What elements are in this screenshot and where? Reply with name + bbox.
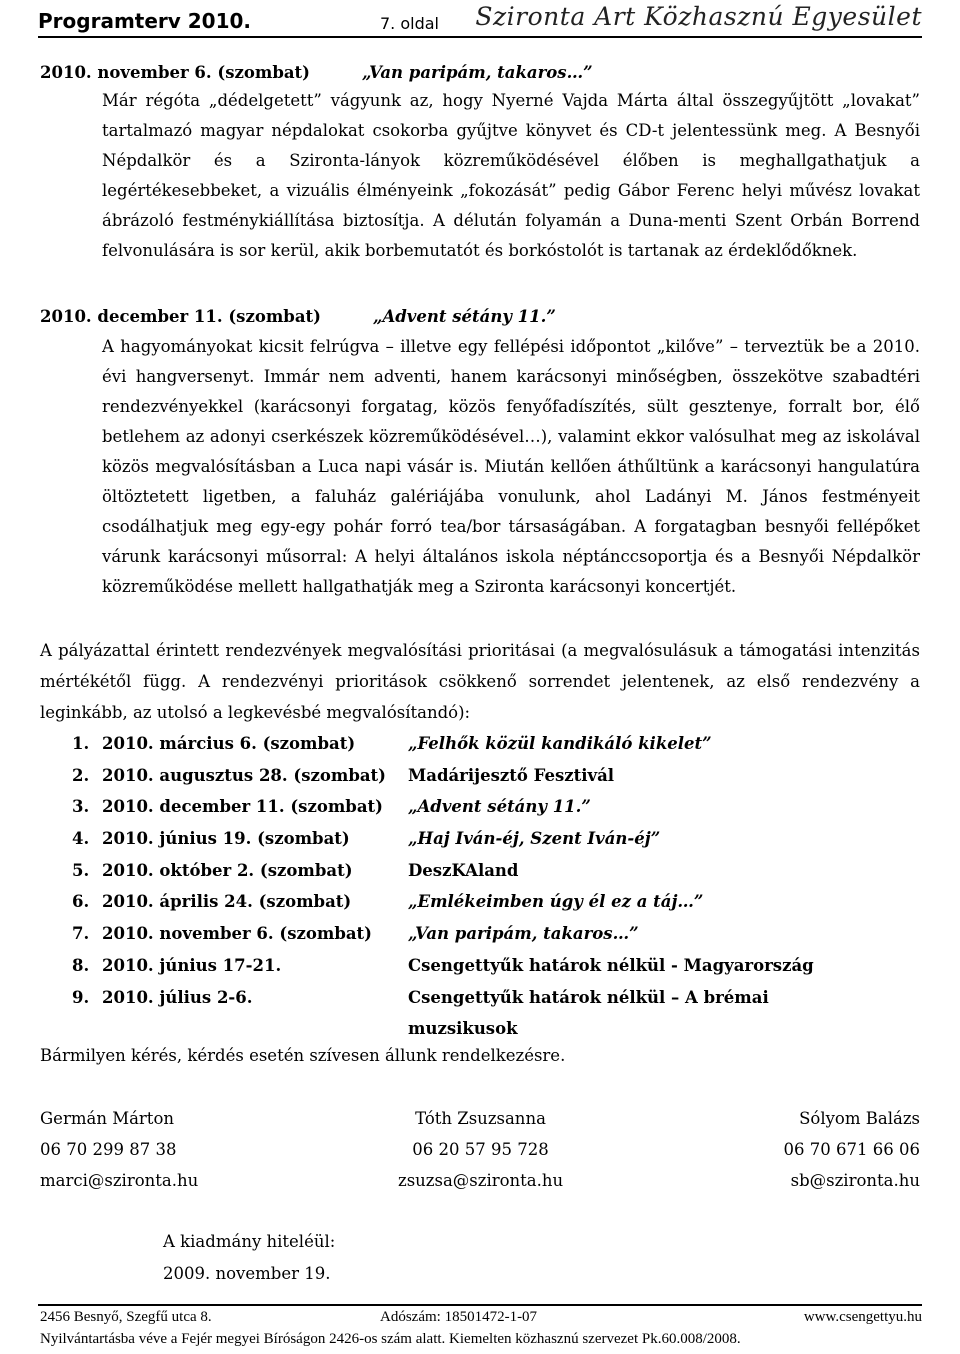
event-november-heading [40,58,593,88]
footer-tax-number: Adószám: 18501472-1-07 [380,1309,538,1325]
contact-toth-zsuzsanna [398,1103,563,1196]
organization-name: Szironta Art Közhasznú Egyesület [475,2,922,31]
authentication-note [163,1226,335,1290]
list-item: 2. 2010. augusztus 28. (szombat) Madárijesztő Fesztivál [72,765,615,785]
list-item: 6. 2010. április 24. (szombat) „Emlékeimben úgy él ez a táj…” [72,892,704,912]
event-december-description: A hagyományokat kicsit felrúgva – illetve egy fellépési időpontot „kilőve” – terveztük be a 2010. évi hangversenyt. Immár nem adventi, hanem karácsonyi minőségben, összekötve szabadtéri rendezvényekkel (karácsonyi forgatag, közös fenyőfadíszítés, sült gesztenye, forralt bor, élő betlehem az adonyi cserkészek közreműködésével…), valamint ekkor valósulhat meg az iskolával közös megvalósításban a Luca napi vásár is. Miután kellően áthűltünk a karácsonyi hangulatúra öltöztetett ligetben, a faluház galériájába vonulunk, ahol Ladányi M. János festményeit csodálhatjuk meg egy-egy pohár forró tea/bor társaságában. A forgatagban besnyői fellépőket várunk karácsonyi műsorral: A helyi általános iskola néptánccsoportja és a Besnyői Népdalkör közreműködése mellett hallgathatják meg a Szironta karácsonyi koncertjét. [102,337,920,596]
contact-german-marton [40,1103,198,1196]
footer-registry: Nyilvántartásba véve a Fejér megyei Bíróságon 2426-os szám alatt. Kiemelten közhasznú szervezet Pk.60.008/2008. [40,1331,741,1347]
priorities-intro: A pályázattal érintett rendezvények megvalósítási prioritásai (a megvalósulásuk a támogatási intenzitás mértékétől függ. A rendezvényi prioritások csökkenő sorrendet jelentenek, az első rendezvény a leginkább, az utolsó a legkevésbé megvalósítandó): [40,641,920,722]
contact-name: Germán Márton [40,1109,174,1128]
contact-phone: 06 70 671 66 06 [783,1140,920,1159]
contact-name: Sólyom Balázs [799,1109,920,1128]
priority-list [72,728,872,1039]
event-title: „Advent sétány 11.” [372,307,556,326]
event-november-description: Már régóta „dédelgetett” vágyunk az, hogy Nyerné Vajda Márta által összegyűjtött „lovakat” tartalmazó magyar népdalokat csokorba gyűjtve könyvet és CD-t jelentessünk meg. A Besnyői Népdalkör és a Szironta-lányok közreműködésével élőben is meghallgathatjuk a legértékesebbeket, a vizuális élményeink „fokozását” pedig Gábor Ferenc helyi művész lovakat ábrázoló festménykiállítása biztosítja. A délután folyamán a Duna-menti Szent Orbán Borrend felvonulására is sor kerül, akik borbemutatót és borkóstolót is tartanak az érdeklődőknek. [102,91,920,260]
page-number: 7. oldal [380,14,439,33]
footer-address: 2456 Besnyő, Szegfű utca 8. [40,1309,212,1325]
contact-solyom-balazs [784,1103,920,1196]
contact-phone: 06 20 57 95 728 [412,1140,549,1159]
contact-phone: 06 70 299 87 38 [40,1140,177,1159]
event-date: 2010. december 11. (szombat) [40,307,321,326]
contact-email[interactable]: zsuzsa@szironta.hu [398,1171,564,1190]
event-title: „Van paripám, takaros…” [362,63,593,82]
footer-website-link[interactable]: www.csengettyu.hu [803,1309,922,1325]
contact-email[interactable]: marci@szironta.hu [40,1171,199,1190]
list-item: 1. 2010. március 6. (szombat) „Felhők közül kandikáló kikelet” [72,734,712,753]
page-footer [38,1304,922,1350]
event-december-heading [40,302,556,332]
list-item: 9. 2010. július 2-6. Csengettyűk határok nélkül – A brémai muzsikusok [72,987,769,1039]
event-date: 2010. november 6. (szombat) [40,63,310,82]
closing-sentence: Bármilyen kérés, kérdés esetén szívesen állunk rendelkezésre. [40,1046,566,1065]
issued-date: 2009. november 19. [163,1264,331,1283]
document-title: Programterv 2010. [38,9,252,33]
page-header [38,4,922,38]
list-item: 3. 2010. december 11. (szombat) „Advent sétány 11.” [72,797,591,817]
list-item: 8. 2010. június 17-21. Csengettyűk határok nélkül - Magyarország [72,955,814,975]
list-item: 5. 2010. október 2. (szombat) DeszKAland [72,860,519,880]
issued-label: A kiadmány hiteléül: [163,1232,336,1251]
list-item: 4. 2010. június 19. (szombat) „Haj Iván-éj, Szent Iván-éj” [72,829,661,849]
contact-name: Tóth Zsuzsanna [415,1109,546,1128]
list-item: 7. 2010. november 6. (szombat) „Van paripám, takaros…” [72,924,639,944]
contact-email[interactable]: sb@szironta.hu [790,1171,920,1190]
